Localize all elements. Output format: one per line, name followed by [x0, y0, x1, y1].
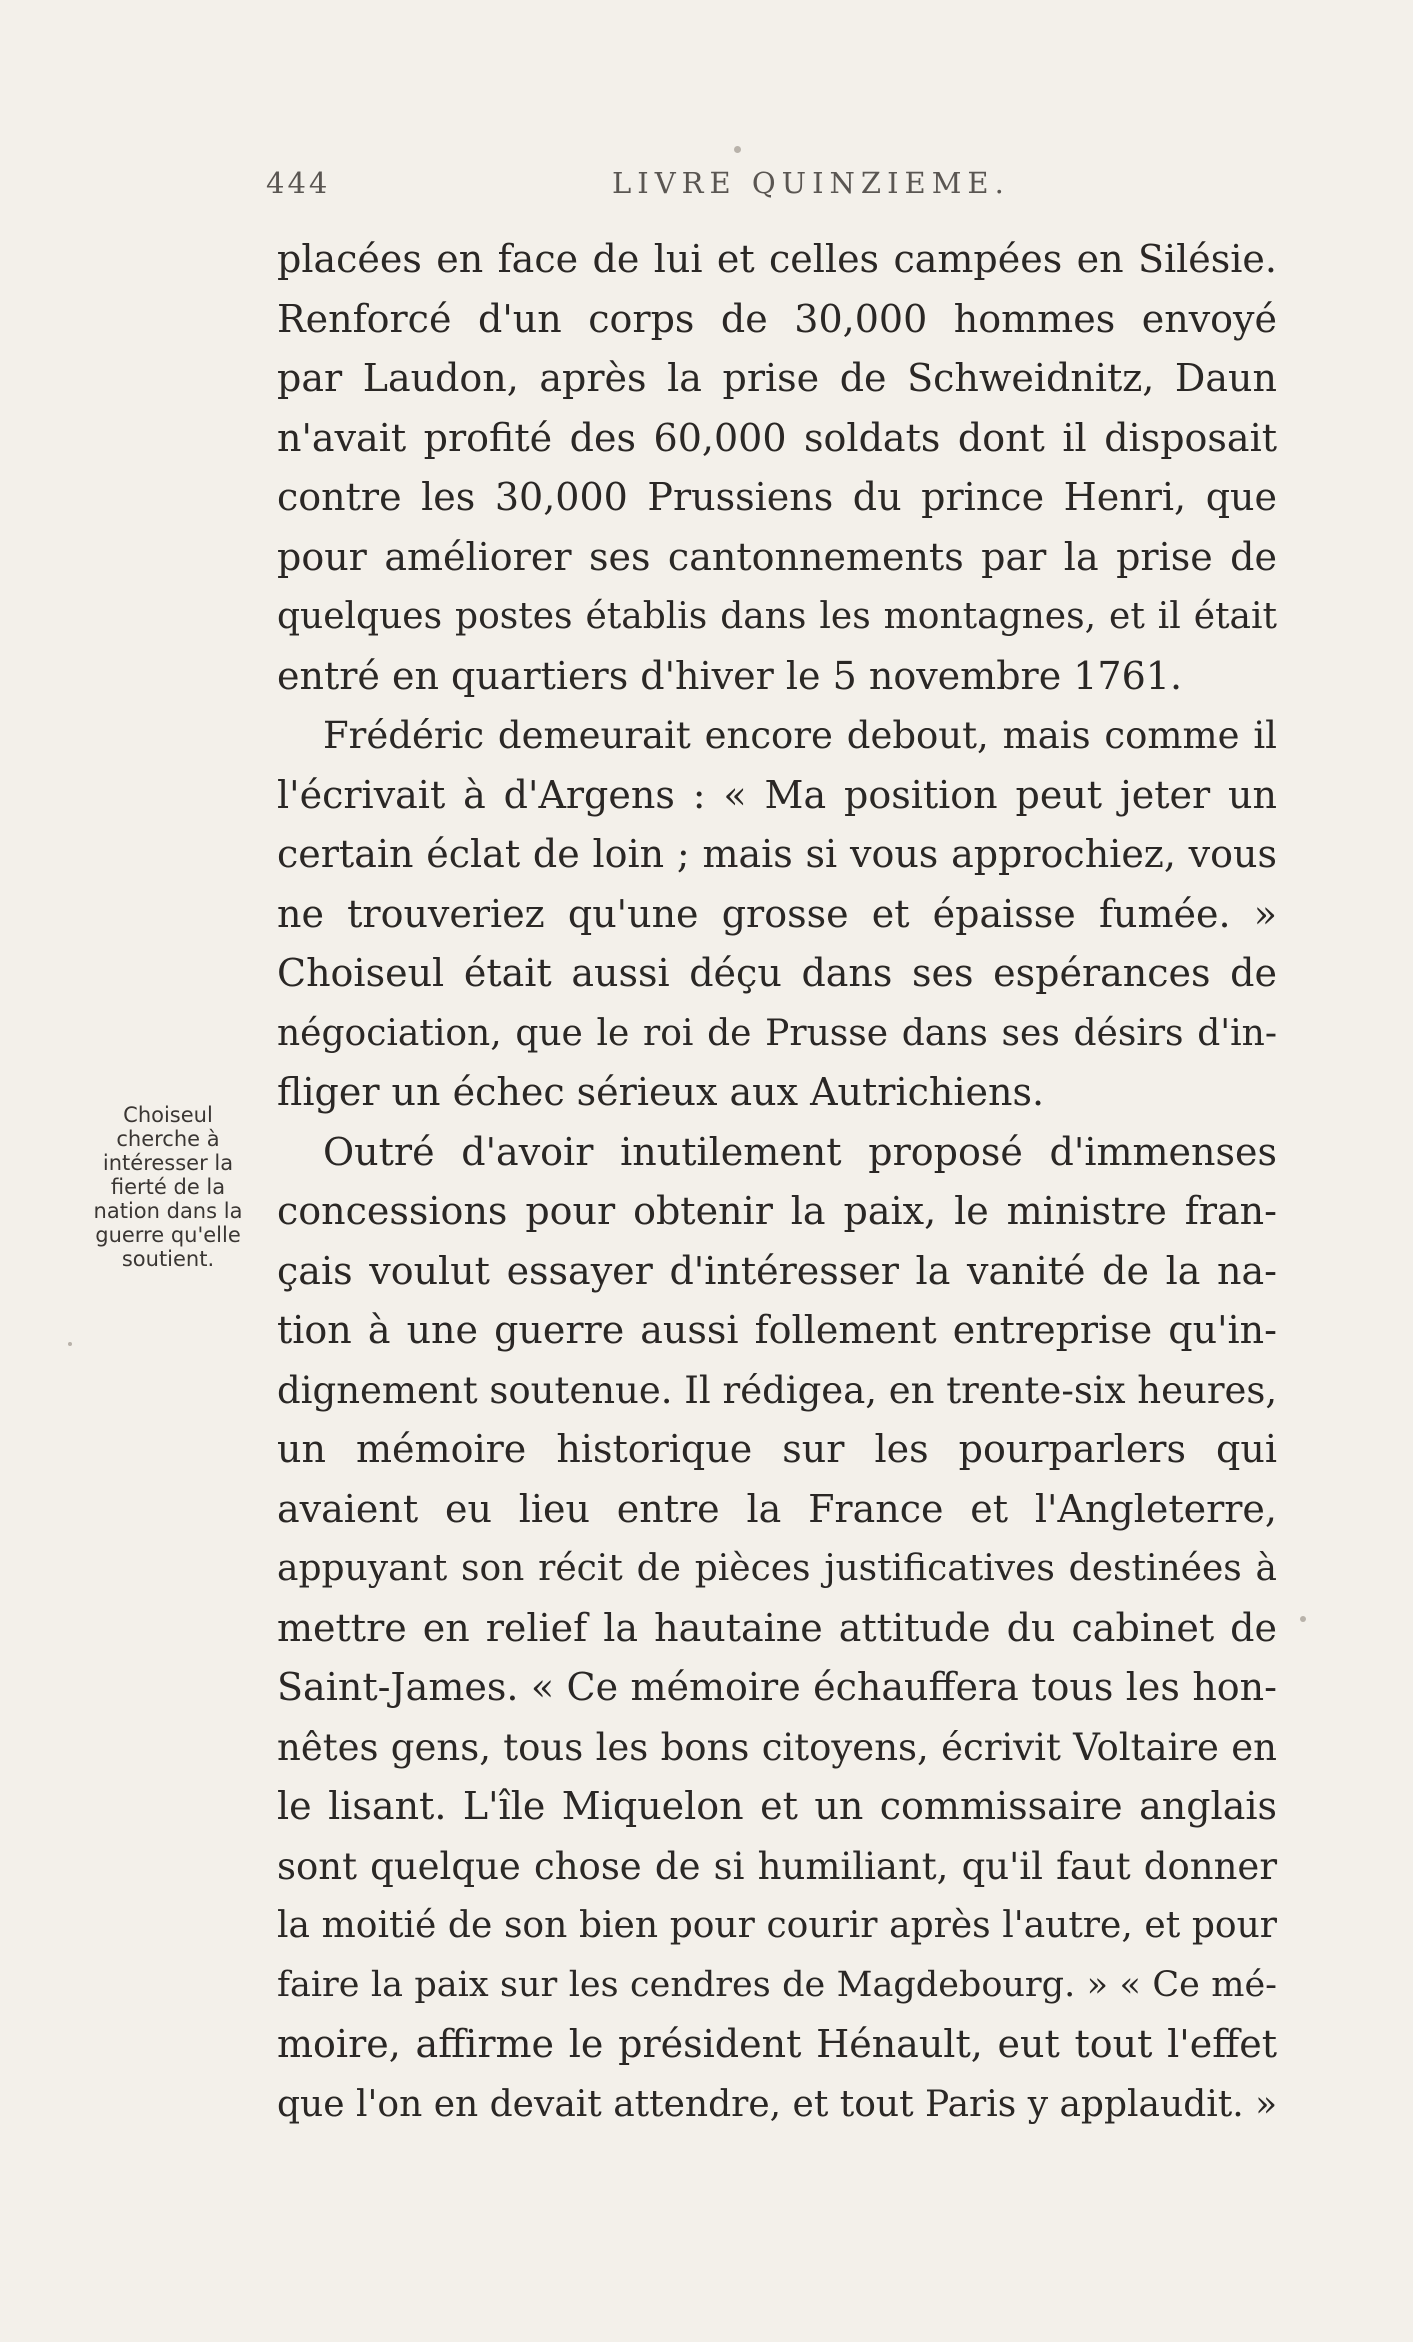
text-line: dignement soutenue. Il rédigea, en trente-six heures, [277, 1368, 1278, 1412]
text-line: la moitié de son bien pour courir après l'autre, et pour [277, 1905, 1277, 1946]
margin-note-line: cherche à [116, 1127, 220, 1151]
margin-note-line: intéresser la [102, 1151, 234, 1175]
paper-speck [1300, 1616, 1306, 1622]
margin-note-line: fierté de la [110, 1175, 226, 1199]
margin-note-line: Choiseul [123, 1103, 213, 1127]
margin-note-line: soutient. [121, 1247, 215, 1271]
paper-speck [68, 1342, 72, 1346]
text-line: faire la paix sur les cendres de Magdebourg. » « Ce mé- [277, 1964, 1277, 2005]
text-line: concessions pour obtenir la paix, le ministre fran- [277, 1189, 1277, 1233]
text-line: par Laudon, après la prise de Schweidnitz, Daun [277, 356, 1277, 400]
text-line: négociation, que le roi de Prusse dans ses désirs d'in- [277, 1012, 1277, 1054]
text-line: placées en face de lui et celles campées en Silésie. [277, 237, 1277, 281]
text-line: le lisant. L'île Miquelon et un commissaire anglais [277, 1784, 1277, 1828]
text-line: Frédéric demeurait encore debout, mais comme il [323, 714, 1277, 757]
text-line: un mémoire historique sur les pourparlers qui [277, 1427, 1277, 1471]
text-line: appuyant son récit de pièces justificatives destinées à [277, 1548, 1277, 1589]
text-line: Saint-James. « Ce mémoire échauffera tous les hon- [277, 1665, 1277, 1709]
paper-speck [734, 146, 741, 153]
text-line: ne trouveriez qu'une grosse et épaisse fumée. » [277, 891, 1277, 936]
text-line: n'avait profité des 60,000 soldats dont il disposait [277, 415, 1277, 460]
text-line: Outré d'avoir inutilement proposé d'immenses [323, 1129, 1277, 1174]
text-line: mettre en relief la hautaine attitude du cabinet de [277, 1605, 1277, 1650]
text-line: fliger un échec sérieux aux Autrichiens. [277, 1070, 1045, 1114]
text-line: l'écrivait à d'Argens : « Ma position peut jeter un [277, 772, 1277, 817]
margin-note-line: guerre qu'elle [95, 1223, 241, 1247]
text-line: entré en quartiers d'hiver le 5 novembre 1761. [277, 653, 1183, 698]
margin-note [70, 1103, 266, 1271]
page-number: 444 [266, 166, 331, 200]
text-line: moire, affirme le président Hénault, eut tout l'effet [277, 2022, 1277, 2066]
running-head: LIVRE QUINZIEME. [612, 166, 1010, 200]
text-line: certain éclat de loin ; mais si vous approchiez, vous [277, 832, 1277, 876]
text-line: contre les 30,000 Prussiens du prince Henri, que [277, 475, 1277, 519]
text-line: tion à une guerre aussi follement entreprise qu'in- [277, 1308, 1277, 1352]
text-line: avaient eu lieu entre la France et l'Angleterre, [277, 1486, 1277, 1531]
text-line: que l'on en devait attendre, et tout Paris y applaudit. » [277, 2083, 1278, 2125]
text-line: Renforcé d'un corps de 30,000 hommes envoyé [277, 296, 1277, 341]
text-line: Choiseul était aussi déçu dans ses espérances de [277, 951, 1277, 995]
margin-note-line: nation dans la [93, 1199, 243, 1223]
body-text [277, 230, 1277, 2134]
text-line: pour améliorer ses cantonnements par la prise de [277, 534, 1277, 579]
text-line: quelques postes établis dans les montagnes, et il était [277, 596, 1277, 637]
text-line: çais voulut essayer d'intéresser la vanité de la na- [277, 1248, 1277, 1293]
text-line: nêtes gens, tous les bons citoyens, écrivit Voltaire en [277, 1725, 1277, 1769]
text-line: sont quelque chose de si humiliant, qu'il faut donner [277, 1844, 1277, 1888]
